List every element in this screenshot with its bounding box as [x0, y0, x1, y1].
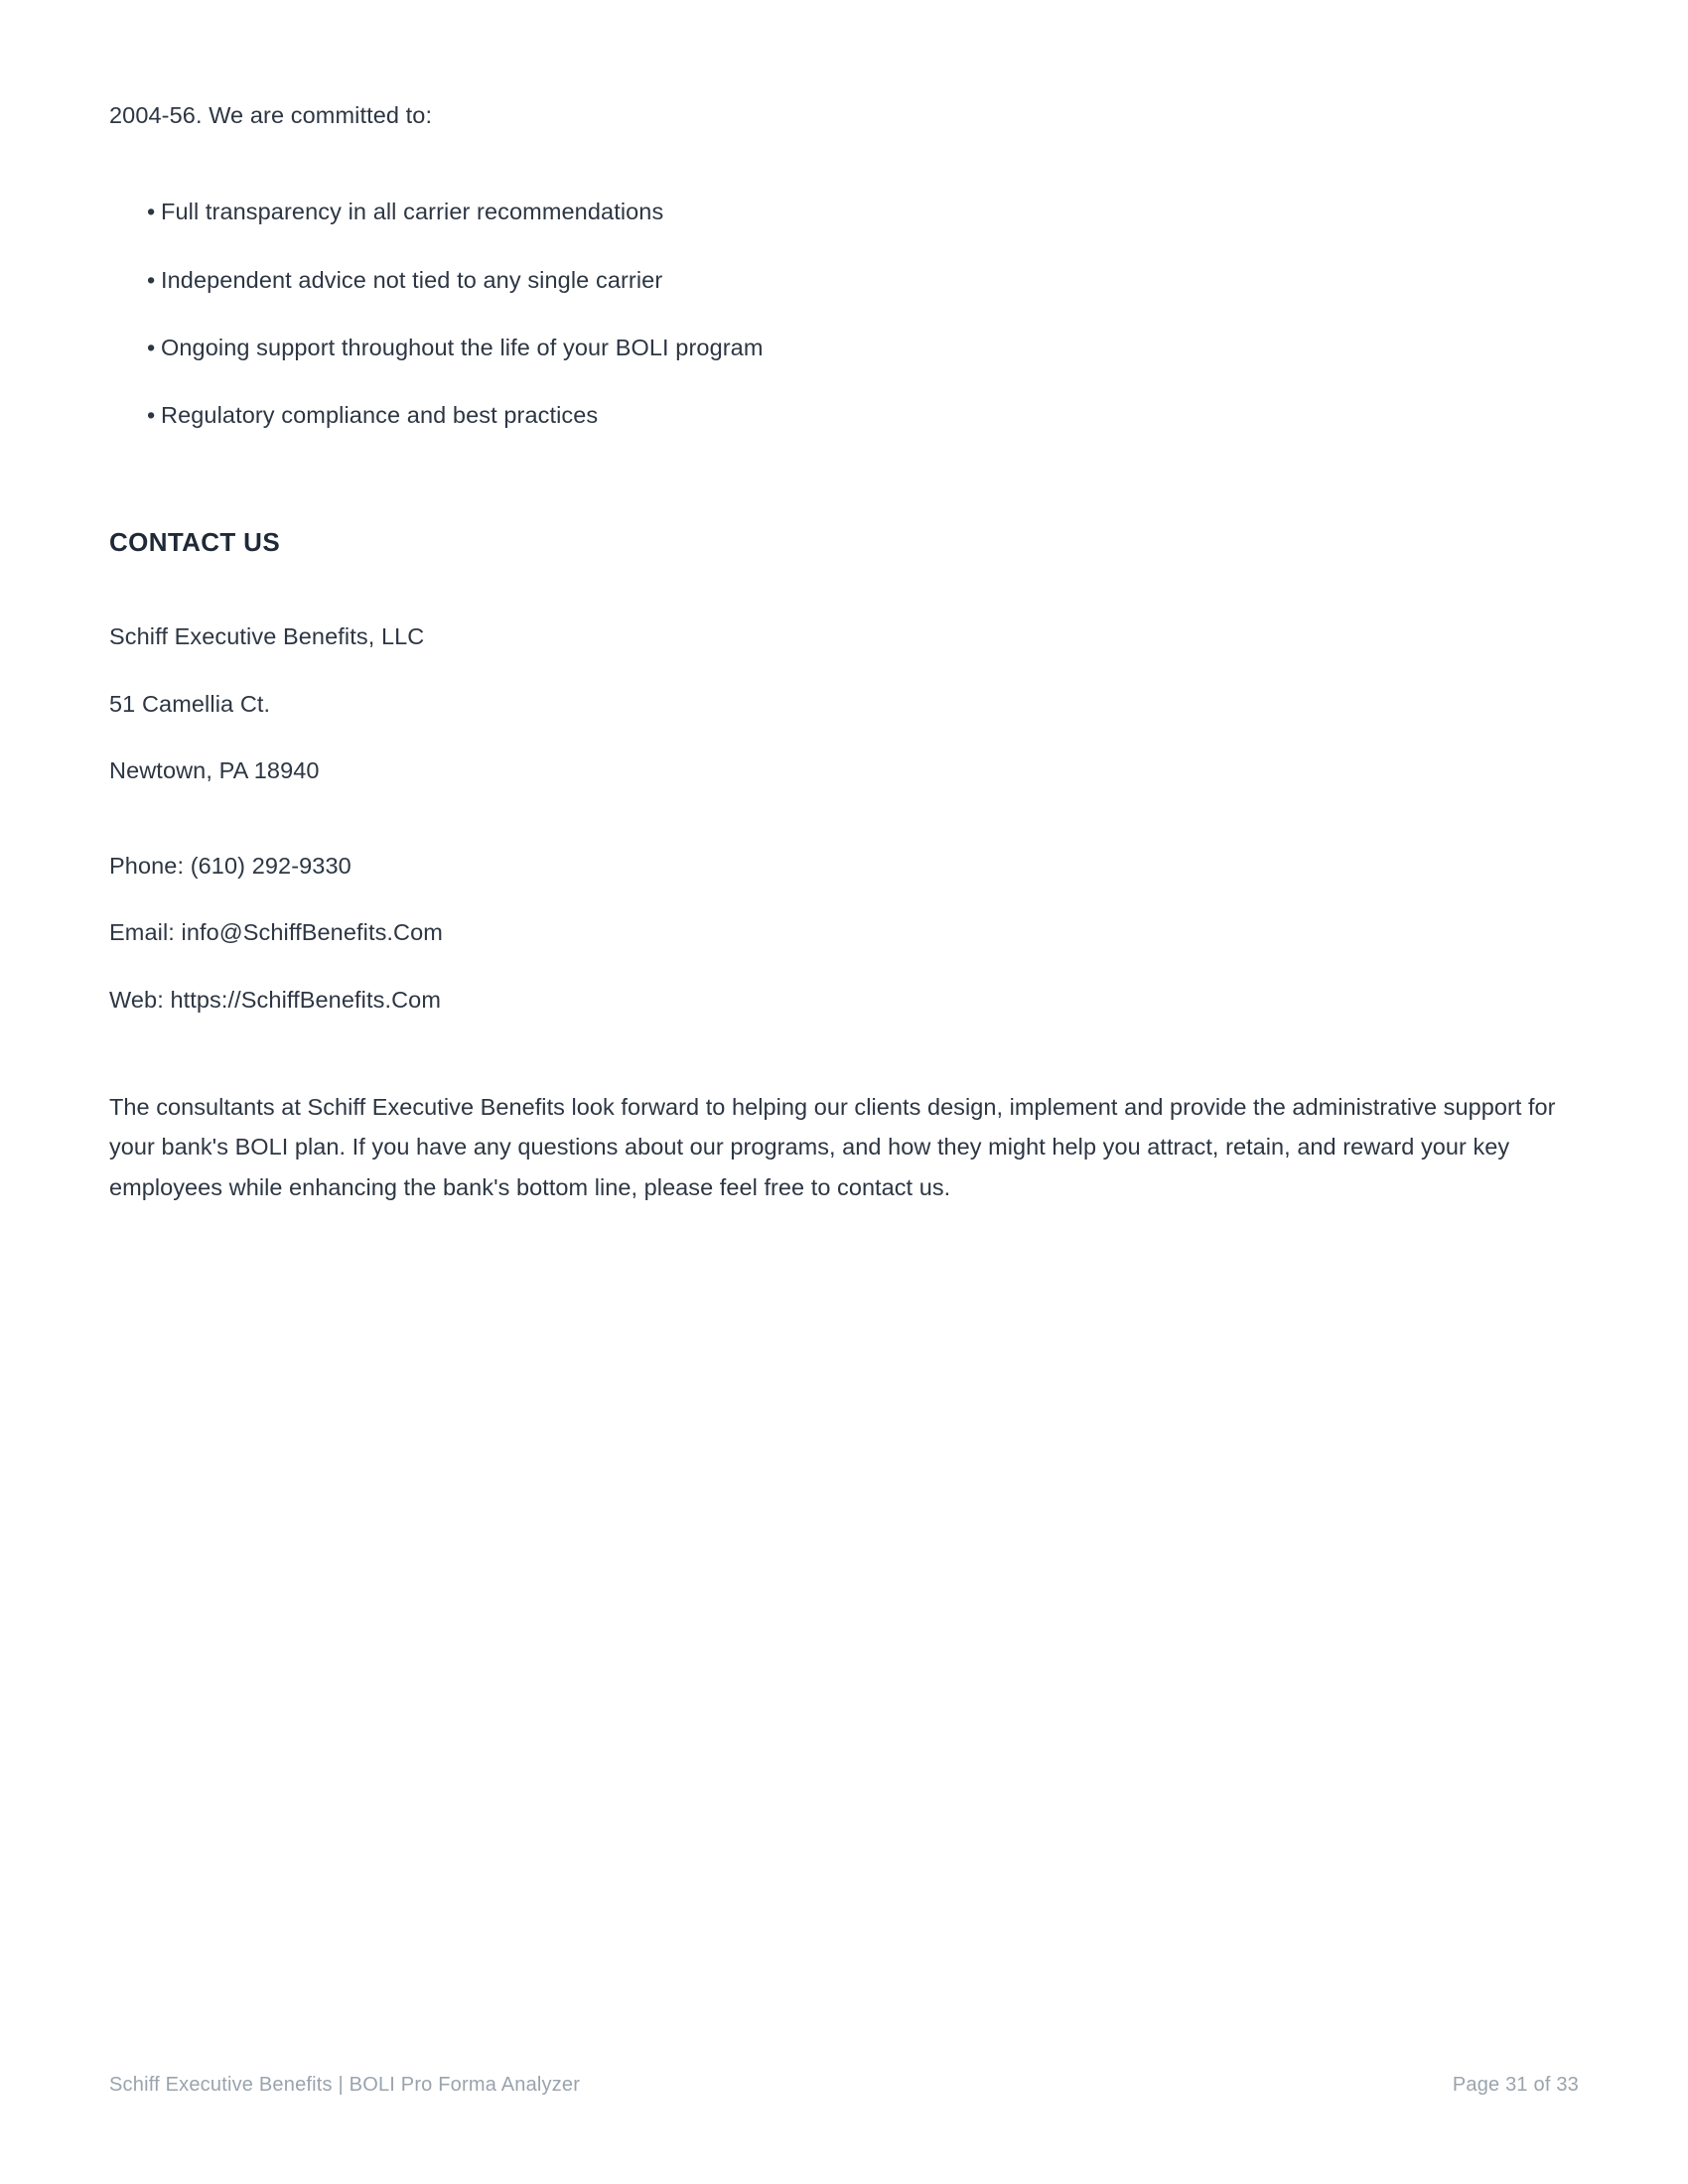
company-name: Schiff Executive Benefits, LLC	[109, 623, 425, 650]
commitments-list	[109, 195, 1579, 433]
footer-document-title: Schiff Executive Benefits | BOLI Pro Forma Analyzer	[109, 2074, 581, 2096]
footer-page-number: Page 31 of 33	[1452, 2074, 1579, 2096]
bullet-icon: •	[147, 402, 156, 429]
list-item	[147, 263, 1579, 298]
contact-details-block	[109, 849, 1579, 1018]
web-line: Web: https://SchiffBenefits.Com	[109, 986, 441, 1013]
bullet-icon: •	[147, 334, 156, 360]
email-line: Email: info@SchiffBenefits.Com	[109, 919, 443, 946]
phone-line: Phone: (610) 292-9330	[109, 853, 352, 880]
list-item-label: Full transparency in all carrier recommendations	[161, 199, 664, 225]
list-item-label: Ongoing support throughout the life of your BOLI program	[161, 334, 764, 360]
street-address: 51 Camellia Ct.	[109, 690, 271, 717]
bullet-icon: •	[147, 266, 156, 293]
address-block	[109, 619, 1579, 788]
closing-paragraph: The consultants at Schiff Executive Benefits look forward to helping our clients design, implement and provide the administrative support for your bank's BOLI plan. If you have any questions about our programs, and how they might help you attract, retain, and reward your key employees while enhancing the bank's bottom line, please feel free to contact us.	[109, 1093, 1556, 1200]
list-item-label: Regulatory compliance and best practices	[161, 402, 599, 429]
list-item	[147, 331, 1579, 365]
bullet-icon: •	[147, 199, 156, 225]
list-item	[147, 398, 1579, 433]
page-footer	[109, 2074, 1579, 2097]
city-state-zip: Newtown, PA 18940	[109, 756, 320, 783]
page-content	[109, 97, 1579, 1207]
lead-paragraph: 2004-56. We are committed to:	[109, 102, 433, 128]
list-item	[147, 195, 1579, 229]
contact-us-heading: CONTACT US	[109, 527, 281, 558]
list-item-label: Independent advice not tied to any single carrier	[161, 266, 663, 293]
